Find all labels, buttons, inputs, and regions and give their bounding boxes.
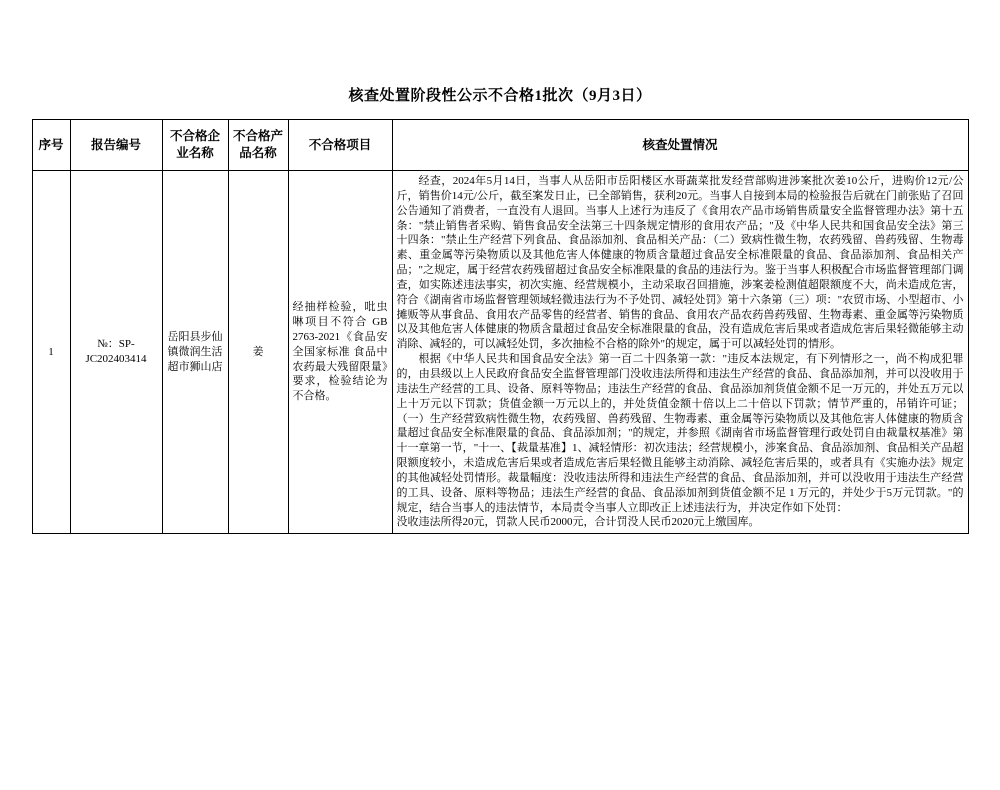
column-header-report-no: 报告编号 bbox=[70, 120, 162, 171]
column-header-company: 不合格企业名称 bbox=[162, 120, 228, 171]
cell-company: 岳阳县步仙镇微润生活超市狮山店 bbox=[162, 171, 228, 534]
page-title: 核查处置阶段性公示不合格1批次（9月3日） bbox=[348, 88, 652, 104]
column-header-seq: 序号 bbox=[32, 120, 70, 171]
cell-seq: 1 bbox=[32, 171, 70, 534]
column-header-detail: 核查处置情况 bbox=[392, 120, 968, 171]
cell-product: 姜 bbox=[228, 171, 288, 534]
table-row bbox=[32, 171, 968, 534]
inspection-results-table bbox=[32, 119, 969, 534]
detail-paragraph-1: 经查，2024年5月14日，当事人从岳阳市岳阳楼区水哥蔬菜批发经营部购进涉案批次姜10公斤，进购价12元/公斤，销售价14元/公斤，截至案发日止，已全部销售，获利20元。当事人自接到本局的检验报告后就在门前张贴了召回公告通知了消费者，一直没有人退回。当事人上述行为违反了《食用农产品市场销售质量安全监督管理办法》第十五条："禁止销售者采购、销售食品安全法第三十四条规定情形的食用农产品；"及《中华人民共和国食品安全法》第三十四条："禁止生产经营下列食品、食品添加剂、食品相关产品：（二）致病性微生物，农药残留、兽药残留、生物毒素、重金属等污染物质以及其他危害人体健康的物质含量超过食品安全标准限量的食品、食品添加剂、食品相关产品；"之规定，属于经营农药残留超过食品安全标准限量的食品的违法行为。鉴于当事人积极配合市场监督管理部门调查，如实陈述违法事实，初次实施、经营规模小，主动采取召回措施，涉案姜检测值超限额度不大，尚未造成危害，符合《湖南省市场监督管理领域轻微违法行为不予处罚、减轻处罚》第十六条第（三）项："农贸市场、小型超市、小摊贩等从事食品、食用农产品零售的经营者、销售的食品、食用农产品农药兽药残留、生物毒素、重金属等污染物质以及其他危害人体健康的物质含量超过食品安全标准限量的食品，没有造成危害后果或者造成危害后果轻微能够主动消除、减轻的，可以减轻处罚，多次抽检不合格的除外"的规定，属于可以减轻处罚的情形。 bbox=[396, 175, 964, 351]
cell-detail bbox=[392, 171, 968, 534]
column-header-item: 不合格项目 bbox=[288, 120, 392, 171]
table-header bbox=[32, 120, 968, 171]
document-page bbox=[0, 84, 1000, 790]
detail-paragraph-3: 没收违法所得20元，罚款人民币2000元，合计罚没人民币2020元上缴国库。 bbox=[396, 516, 760, 529]
column-header-product: 不合格产品名称 bbox=[228, 120, 288, 171]
cell-report-no: №：SP-JC202403414 bbox=[70, 171, 162, 534]
table-header-row bbox=[32, 120, 968, 171]
detail-paragraph-2: 根据《中华人民共和国食品安全法》第一百二十四条第一款："违反本法规定，有下列情形之一，尚不构成犯罪的，由县级以上人民政府食品安全监督管理部门没收违法所得和违法生产经营的食品、食品添加剂，并可以没收用于违法生产经营的工具、设备、原料等物品；违法生产经营的食品、食品添加剂货值金额不足一万元的，并处五万元以上十万元以下罚款；货值金额一万元以上的，并处货值金额十倍以上二十倍以下罚款；情节严重的，吊销许可证；（一）生产经营致病性微生物，农药残留、兽药残留、生物毒素、重金属等污染物质以及其他危害人体健康的物质含量超过食品安全标准限量的食品、食品添加剂；"的规定，并参照《湖南省市场监督管理行政处罚自由裁量权基准》第十一章第一节，"十一、【裁量基准】1、减轻情形：初次违法；经营规模小，涉案食品、食品添加剂、食品相关产品超限额度较小，未造成危害后果或者造成危害后果轻微且能够主动消除、减轻危害后果的，或者具有《实施办法》规定的其他减轻处罚情形。裁量幅度：没收违法所得和违法生产经营的食品、食品添加剂，并可以没收用于违法生产经营的工具、设备、原料等物品；违法生产经营的食品、食品添加剂到货值金额不足 1 万元的，并处少于5万元罚款。"的规定，结合当事人的违法情节，本局责令当事人立即改正上述违法行为，并决定作如下处罚： bbox=[396, 353, 964, 514]
table-body bbox=[32, 171, 968, 534]
cell-item: 经抽样检验，吡虫啉项目不符合 GB 2763-2021《食品安全国家标准 食品中农药最大残留限量》要求，检验结论为不合格。 bbox=[288, 171, 392, 534]
